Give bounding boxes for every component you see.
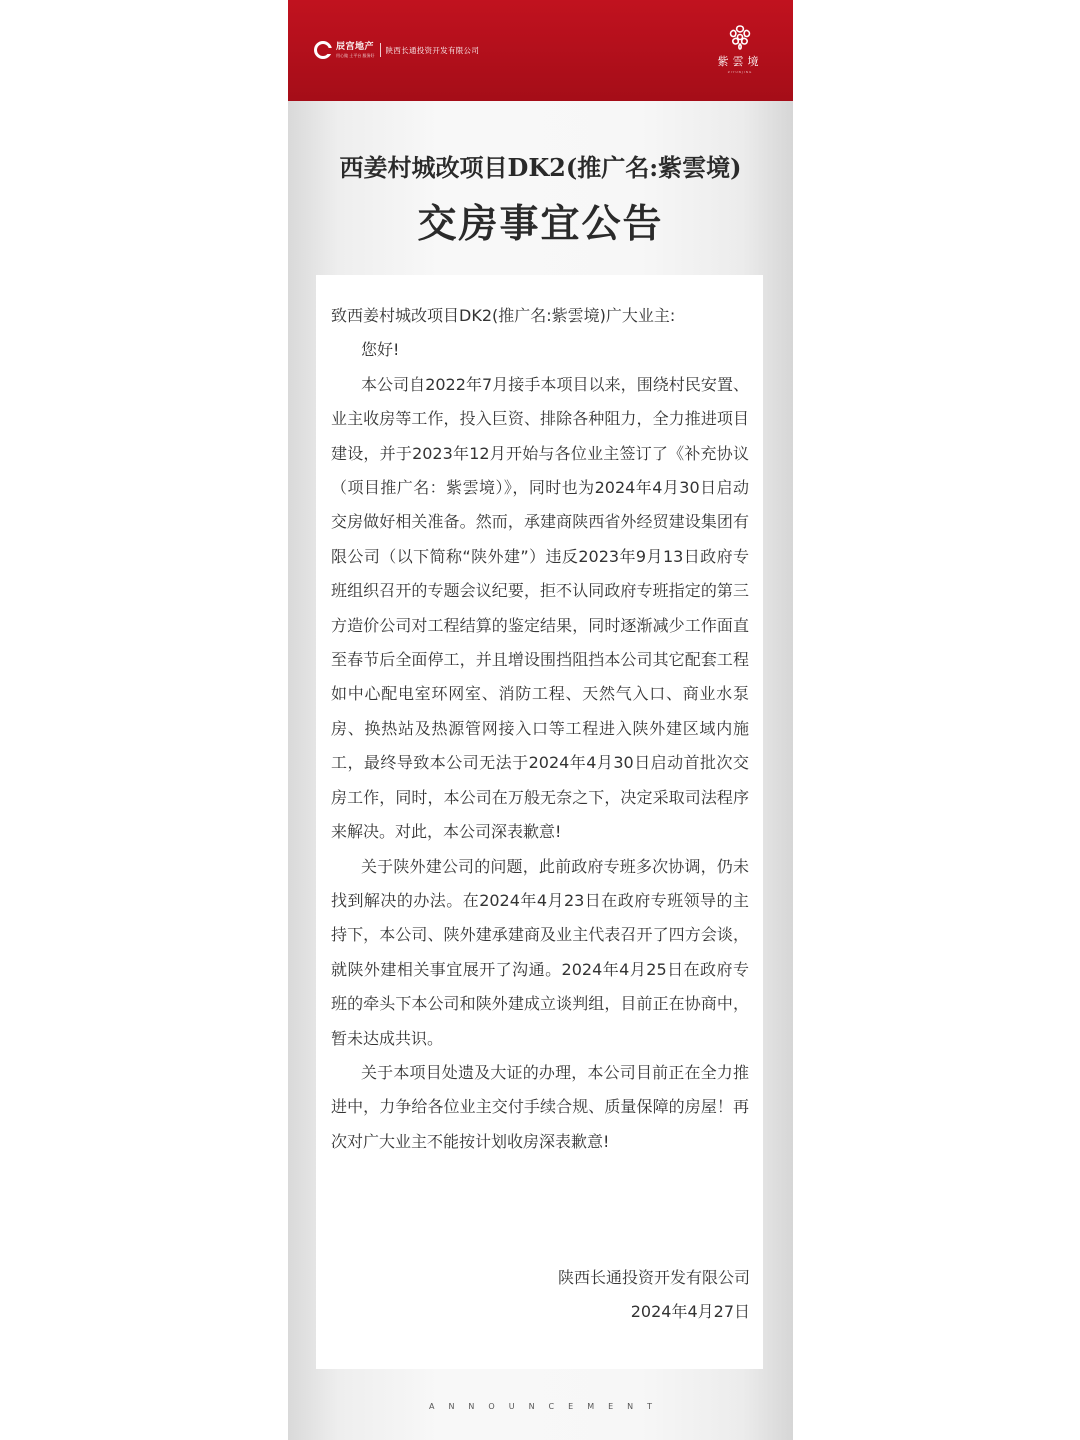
announcement-poster (288, 0, 793, 1440)
notice-title-line2: 交房事宜公告 (417, 201, 664, 247)
brand-tagline: 用心做 土平台 服务好 (336, 52, 375, 58)
developer-logo (314, 41, 479, 59)
paragraph-1: 本公司自2022年7月接手本项目以来，围绕村民安置、业主收房等工作，投入巨资、排除各种阻力，全力推进项目建设，并于2023年12月开始与各位业主签订了《补充协议（项目推广名：紫雲境）》，同时也为2024年4月30日启动交房做好相关准备。然而，承建商陕西省外经贸建设集团有限公司（以下简称“陕外建”）违反2023年9月13日政府专班组织召开的专题会议纪要，拒不认同政府专班指定的第三方造价公司对工程结算的鉴定结果，同时逐渐减少工作面直至春节后全面停工，并且增设围挡阻挡本公司其它配套工程如中心配电室环网室、消防工程、天然气入口、商业水泵房、换热站及热源管网接入口等工程进入陕外建区域内施工，最终导致本公司无法于2024年4月30日启动首批次交房工作，同时，本公司在万般无奈之下，决定采取司法程序来解决。对此，本公司深表歉意! (331, 374, 749, 842)
notice-title-line1: 西姜村城改项目DK2(推广名:紫雲境) (339, 153, 742, 182)
notice-body (331, 299, 749, 1159)
paragraph-2: 关于陕外建公司的问题，此前政府专班多次协调，仍未找到解决的办法。在2024年4月23日在政府专班领导的主持下，本公司、陕外建承建商及业主代表召开了四方会谈，就陕外建相关事宜展开了沟通。2024年4月25日在政府专班的牵头下本公司和陕外建成立谈判组，目前正在协商中，暂未达成共识。 (331, 856, 749, 1048)
paragraph-3: 关于本项目处遗及大证的办理，本公司目前正在全力推进中，力争给各位业主交付手续合规、质量保障的房屋！再次对广大业主不能按计划收房深表歉意! (331, 1062, 749, 1151)
signature-company: 陕西长通投资开发有限公司 (557, 1268, 750, 1287)
notice-body-card (316, 275, 763, 1369)
brand-name: 辰宫地产 (336, 41, 375, 52)
header-company-name: 陕西长通投资开发有限公司 (385, 45, 480, 55)
project-logo-subtitle: ZIYUNJING (727, 70, 753, 74)
g-logo-icon (314, 41, 332, 59)
signature-date: 2024年4月27日 (630, 1302, 750, 1322)
logo-divider (380, 43, 381, 57)
signature-block (558, 1261, 750, 1330)
flower-emblem-icon (726, 24, 754, 50)
header-banner (288, 0, 793, 101)
project-logo (706, 24, 774, 74)
project-logo-name: 紫雲境 (717, 55, 763, 68)
salutation: 致西姜村城改项目DK2(推广名:紫雲境)广大业主: (331, 306, 676, 325)
footer-announcement-label: ANNOUNCEMENT (428, 1402, 667, 1411)
greeting: 您好! (361, 340, 400, 360)
